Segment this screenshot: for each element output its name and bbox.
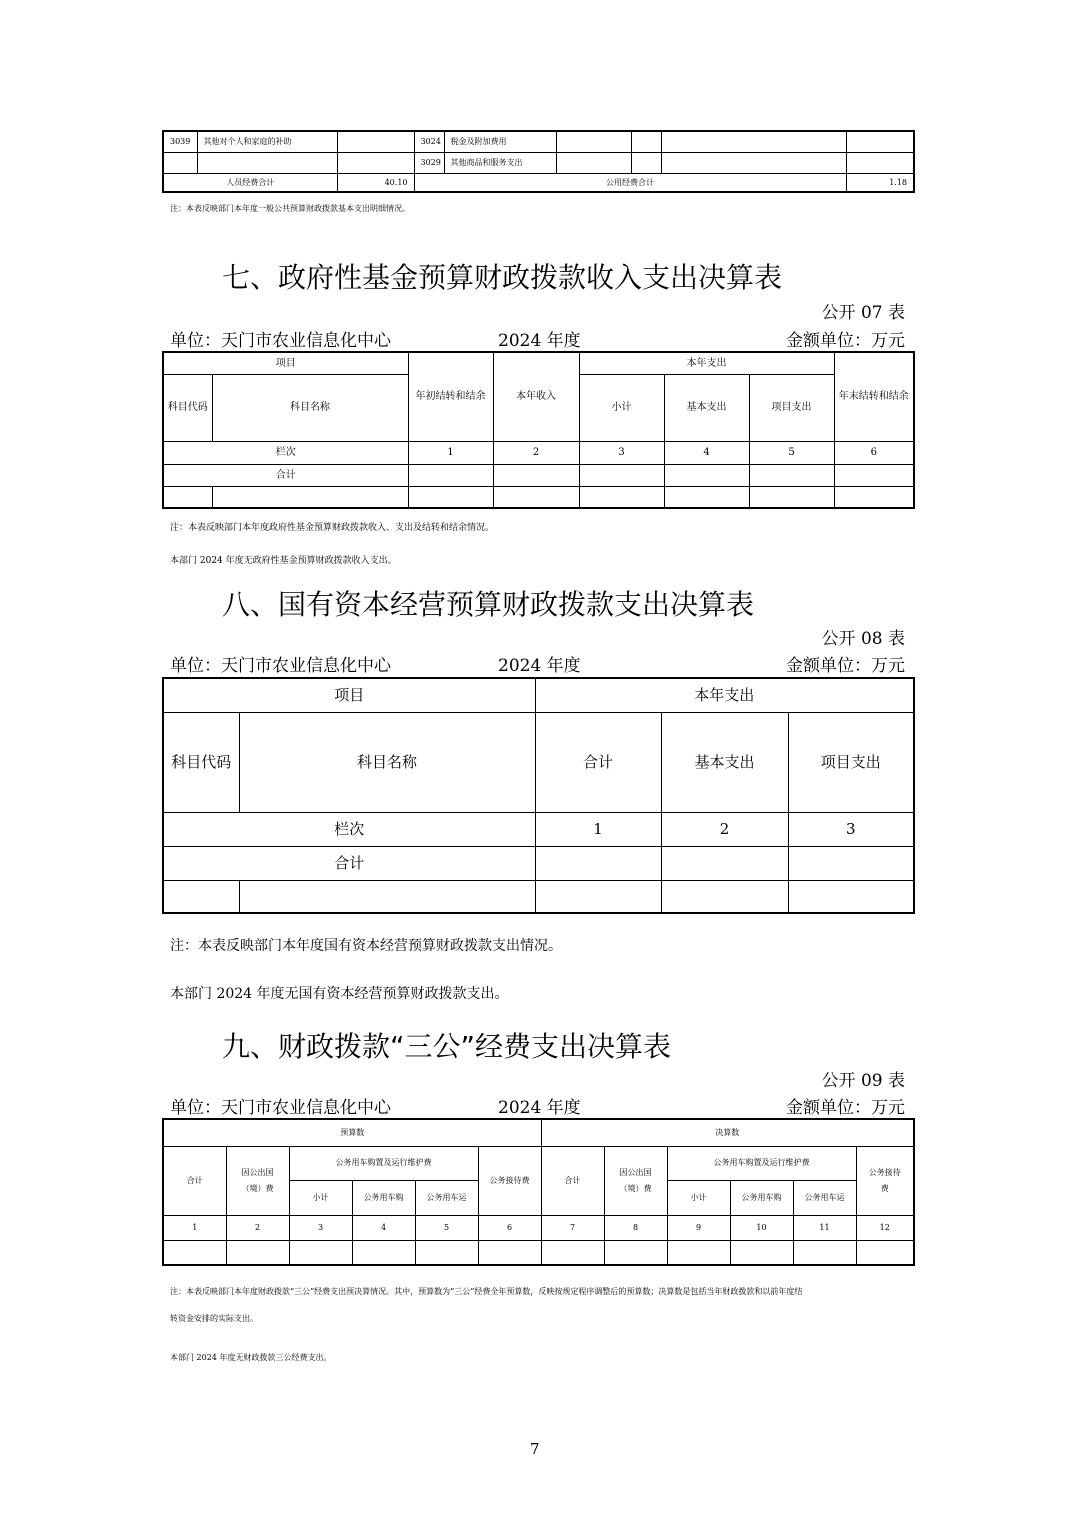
header-item: 项目 (163, 678, 535, 712)
header-budget-operation: 公务用车运 (415, 1180, 478, 1215)
header-budget-vehicle: 公务用车购置及运行维护费 (289, 1146, 478, 1180)
header-budget-purchase: 公务用车购 (352, 1180, 415, 1215)
header-budget-total: 合计 (163, 1146, 226, 1215)
totals-row (163, 173, 914, 192)
header-begin-balance: 年初结转和结余 (408, 352, 493, 441)
section9-year: 2024 年度 (498, 1098, 581, 1118)
header-final-purchase: 公务用车购 (730, 1180, 793, 1215)
section9-unit: 单位：天门市农业信息化中心 (170, 1098, 391, 1118)
total-row: 合计 (163, 464, 914, 486)
total-row: 合计 (163, 846, 914, 880)
header-budget-abroad: 因公出国 （境）费 (226, 1146, 289, 1215)
section8-title: 八、国有资本经营预算财政拨款支出决算表 (222, 588, 755, 621)
column-index-row: 栏次 1 2 3 (163, 812, 914, 846)
section8-note: 注：本表反映部门本年度国有资本经营预算财政拨款支出情况。 (170, 938, 562, 954)
header-budget-reception: 公务接待费 (478, 1146, 541, 1215)
section8-year: 2024 年度 (498, 656, 581, 676)
header-code: 科目代码 (163, 374, 212, 441)
section9-amount-unit: 金额单位：万元 (786, 1098, 905, 1118)
section8-note-none: 本部门 2024 年度无国有资本经营预算财政拨款支出。 (170, 986, 509, 1002)
basic-expenditure-detail-table (162, 130, 915, 193)
section8-amount-unit: 金额单位：万元 (786, 656, 905, 676)
section7-unit: 单位：天门市农业信息化中心 (170, 331, 391, 351)
header-final: 决算数 (541, 1119, 914, 1146)
header-code: 科目代码 (163, 712, 239, 812)
header-final-total: 合计 (541, 1146, 604, 1215)
section7-note: 注：本表反映部门本年度政府性基金预算财政拨款收入、支出及结转和结余情况。 (170, 523, 495, 533)
header-project: 项目支出 (749, 374, 834, 441)
header-name: 科目名称 (239, 712, 535, 812)
column-index-row: 1 2 3 4 5 6 7 8 9 10 11 12 (163, 1215, 914, 1240)
section9-note: 注：本表反映部门本年度财政拨款“三公”经费支出预决算情况。其中，预算数为“三公”经费全年预算数，反映按规定程序调整后的预算数；决算数是包括当年财政拨款和以前年度结 (170, 1287, 803, 1296)
table-row: 3029 其他商品和服务支出 (163, 152, 914, 173)
three-public-expenses-table (162, 1118, 915, 1266)
public-total-value: 1.18 (846, 173, 914, 192)
header-income: 本年收入 (493, 352, 579, 441)
section7-amount-unit: 金额单位：万元 (786, 331, 905, 351)
table-row: 3039 其他对个人和家庭的补助 3024 税金及附加费用 (163, 131, 914, 152)
column-index-row: 栏次 1 2 3 4 5 6 (163, 441, 914, 464)
page-number: 7 (530, 1440, 540, 1458)
section7-table-no: 公开 07 表 (821, 303, 905, 323)
header-final-operation: 公务用车运 (793, 1180, 856, 1215)
table-row (163, 880, 914, 913)
personnel-total-value: 40.10 (337, 173, 414, 192)
header-final-subtotal: 小计 (667, 1180, 730, 1215)
header-expense: 本年支出 (535, 678, 914, 712)
section9-table-no: 公开 09 表 (821, 1071, 905, 1091)
section7-title: 七、政府性基金预算财政拨款收入支出决算表 (222, 261, 783, 294)
section9-note-continued: 转资金安排的实际支出。 (170, 1314, 258, 1323)
header-final-abroad: 因公出国 （境）费 (604, 1146, 667, 1215)
government-fund-table (162, 351, 915, 509)
header-final-vehicle: 公务用车购置及运行维护费 (667, 1146, 856, 1180)
header-end-balance: 年末结转和结余 (834, 352, 914, 441)
section7-note-none: 本部门 2024 年度无政府性基金预算财政拨款收入支出。 (170, 556, 397, 566)
public-total-label: 公用经费合计 (414, 173, 846, 192)
table-row (163, 1240, 914, 1265)
header-final-reception: 公务接待 费 (856, 1146, 914, 1215)
header-item: 项目 (163, 352, 408, 374)
state-capital-table (162, 677, 915, 914)
section9-title: 九、财政拨款“三公”经费支出决算表 (222, 1030, 672, 1063)
section8-table-no: 公开 08 表 (821, 629, 905, 649)
table-row (163, 486, 914, 508)
top-table-note: 注：本表反映部门本年度一般公共预算财政拨款基本支出明细情况。 (170, 204, 410, 213)
header-subtotal: 小计 (579, 374, 664, 441)
section8-unit: 单位：天门市农业信息化中心 (170, 656, 391, 676)
header-budget: 预算数 (163, 1119, 541, 1146)
header-total: 合计 (535, 712, 661, 812)
header-basic: 基本支出 (661, 712, 788, 812)
header-expense: 本年支出 (579, 352, 834, 374)
section9-note-none: 本部门 2024 年度无财政拨款三公经费支出。 (170, 1353, 332, 1362)
header-name: 科目名称 (212, 374, 408, 441)
section7-year: 2024 年度 (498, 331, 581, 351)
header-project: 项目支出 (788, 712, 914, 812)
header-basic: 基本支出 (664, 374, 749, 441)
header-budget-subtotal: 小计 (289, 1180, 352, 1215)
personnel-total-label: 人员经费合计 (163, 173, 337, 192)
